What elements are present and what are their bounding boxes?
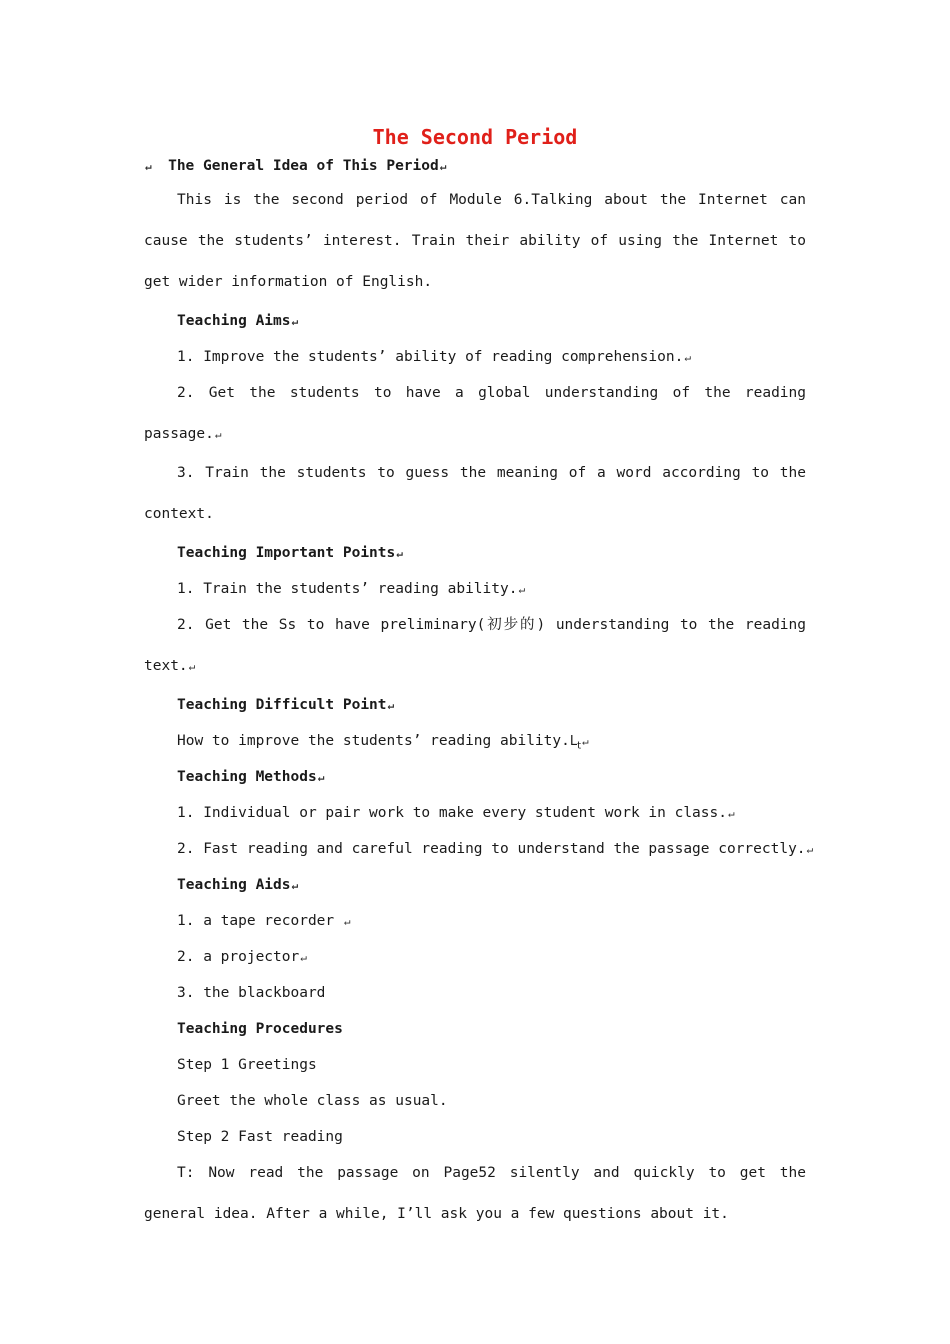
important-point-item: 2. Get the Ss to have preliminary(初步的) understanding to the reading text.↵	[144, 617, 806, 674]
anchor-mark-icon: $L_t$	[569, 734, 582, 752]
general-idea-heading-text: The General Idea of This Period	[168, 158, 439, 174]
important-point-item: 1. Train the students’ reading ability.↵	[177, 581, 525, 597]
paragraph-mark-icon: ↵	[214, 428, 221, 441]
step-2-text: T: Now read the passage on Page52 silently and quickly to get the general idea. After a while, I’ll ask you a few questions about it.	[144, 1165, 806, 1222]
difficult-point-heading: Teaching Difficult Point↵	[177, 697, 394, 713]
paragraph-mark-icon: ↵	[317, 771, 324, 784]
step-2-title: Step 2 Fast reading	[177, 1129, 343, 1145]
difficult-point-text: How to improve the students’ reading $ability.L_t↵$	[177, 733, 588, 752]
paragraph-mark-icon: ↵	[806, 843, 813, 856]
paragraph-mark-icon: ↵	[684, 351, 690, 364]
procedures-heading: Teaching Procedures	[177, 1021, 343, 1037]
aim-item: 3. Train the students to guess the meaning of a word according to the context.	[144, 465, 806, 522]
aid-item: 3. the blackboard	[177, 985, 326, 1001]
paragraph-mark-icon: ↵	[727, 807, 734, 820]
paragraph-mark-icon: ↵	[582, 735, 588, 748]
method-item: 2. Fast reading and careful reading to understand the passage correctly.↵	[177, 841, 813, 857]
step-1-title: Step 1 Greetings	[177, 1057, 317, 1073]
aids-heading: Teaching Aids↵	[177, 877, 298, 893]
important-points-heading: Teaching Important Points↵	[177, 545, 402, 561]
page-title: The Second Period	[372, 125, 578, 149]
paragraph-mark-icon: ↵	[188, 660, 195, 673]
document-page	[144, 122, 813, 1235]
paragraph-mark-icon: ↵	[343, 915, 350, 928]
aim-item: 2. Get the students to have a global understanding of the reading passage.↵	[144, 385, 806, 442]
paragraph-mark-icon: ↵	[291, 879, 298, 892]
paragraph-mark-icon: ↵	[518, 583, 525, 596]
method-item: 1. Individual or pair work to make every student work in class.↵	[177, 805, 734, 821]
paragraph-mark-icon: ↵	[291, 315, 298, 328]
aid-item: 1. a tape recorder ↵	[177, 913, 350, 929]
aim-item: 1. Improve the students’ ability of reading comprehension.↵	[177, 349, 690, 365]
general-idea-text: This is the second period of Module 6.Talking about the Internet can cause the students’ interest. Train their ability of using the Internet to get wider information of English.	[144, 192, 806, 290]
step-1-text: Greet the whole class as usual.	[177, 1093, 448, 1109]
paragraph-mark-icon: ↵	[145, 160, 151, 173]
paragraph-mark-icon: ↵	[439, 160, 446, 173]
aid-item: 2. a projector↵	[177, 949, 306, 965]
paragraph-mark-icon: ↵	[396, 547, 402, 560]
general-idea-heading	[144, 152, 806, 180]
paragraph-mark-icon: ↵	[300, 951, 306, 964]
teaching-aims-heading: Teaching Aims↵	[177, 313, 298, 329]
methods-heading: Teaching Methods↵	[177, 769, 324, 785]
paragraph-mark-icon: ↵	[387, 699, 394, 712]
